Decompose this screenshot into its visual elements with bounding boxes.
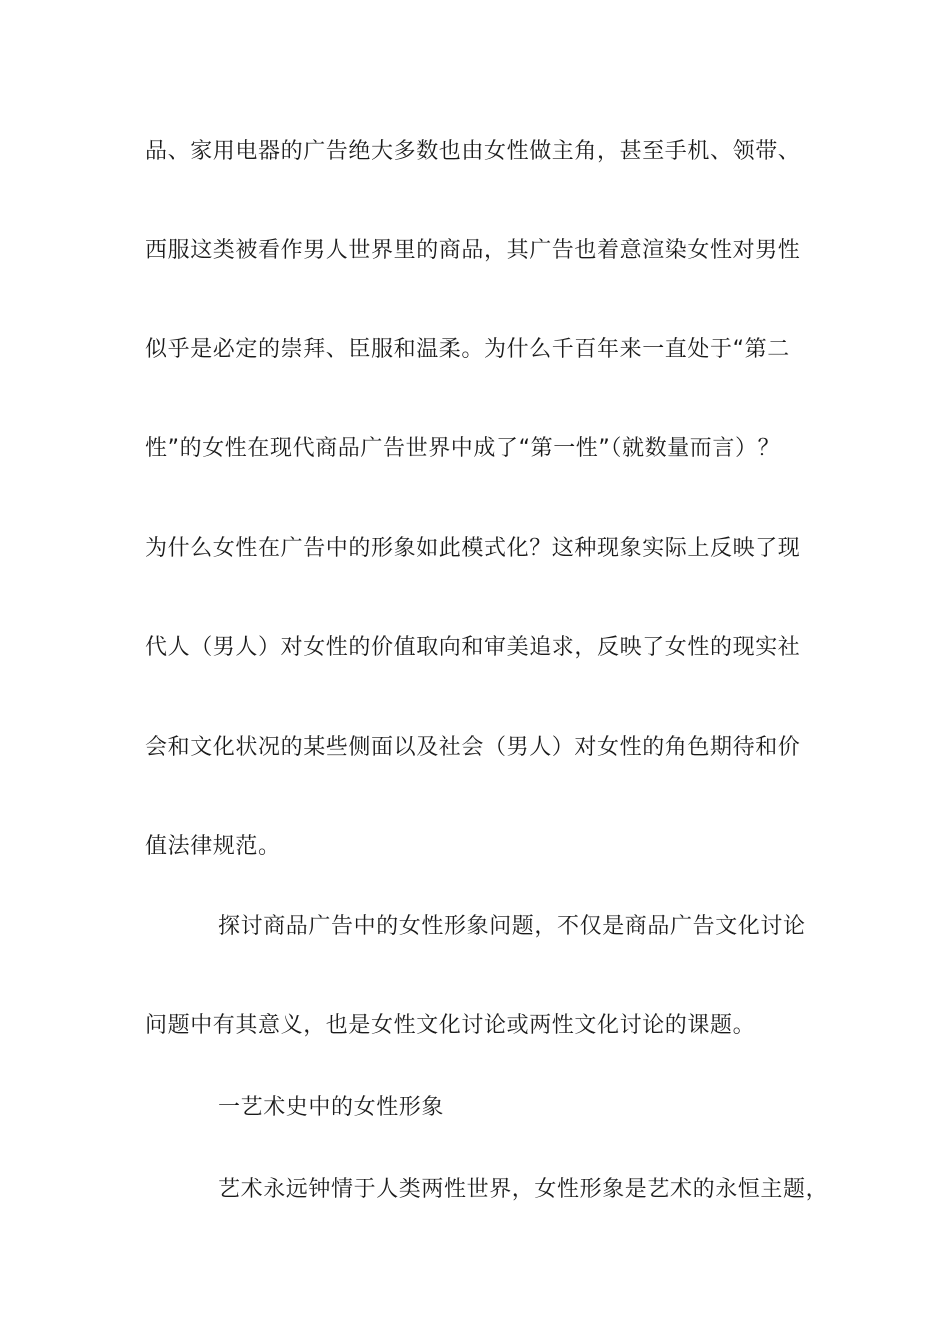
paragraph-line-2: 西服这类被看作男人世界里的商品，其广告也着意渲染女性对男性 [145, 238, 801, 263]
paragraph-line-5: 为什么女性在广告中的形象如此模式化？这种现象实际上反映了现 [145, 536, 801, 561]
paragraph-line-9: 探讨商品广告中的女性形象问题，不仅是商品广告文化讨论 [218, 914, 806, 939]
paragraph-line-11: 艺术永远钟情于人类两性世界，女性形象是艺术的永恒主题， [218, 1177, 829, 1202]
paragraph-line-10: 问题中有其意义，也是女性文化讨论或两性文化讨论的课题。 [145, 1013, 756, 1038]
paragraph-line-1: 品、家用电器的广告绝大多数也由女性做主角，甚至手机、领带、 [145, 139, 801, 164]
paragraph-line-7: 会和文化状况的某些侧面以及社会（男人）对女性的角色期待和价 [145, 735, 801, 760]
paragraph-line-3: 似乎是必定的崇拜、臣服和温柔。为什么千百年来一直处于“第二 [145, 337, 790, 362]
paragraph-line-8: 值法律规范。 [145, 834, 281, 859]
paragraph-line-6: 代人（男人）对女性的价值取向和审美追求，反映了女性的现实社 [145, 635, 801, 660]
section-heading: 一艺术史中的女性形象 [218, 1095, 445, 1120]
paragraph-line-4: 性”的女性在现代商品广告世界中成了“第一性”（就数量而言）？ [145, 436, 781, 461]
